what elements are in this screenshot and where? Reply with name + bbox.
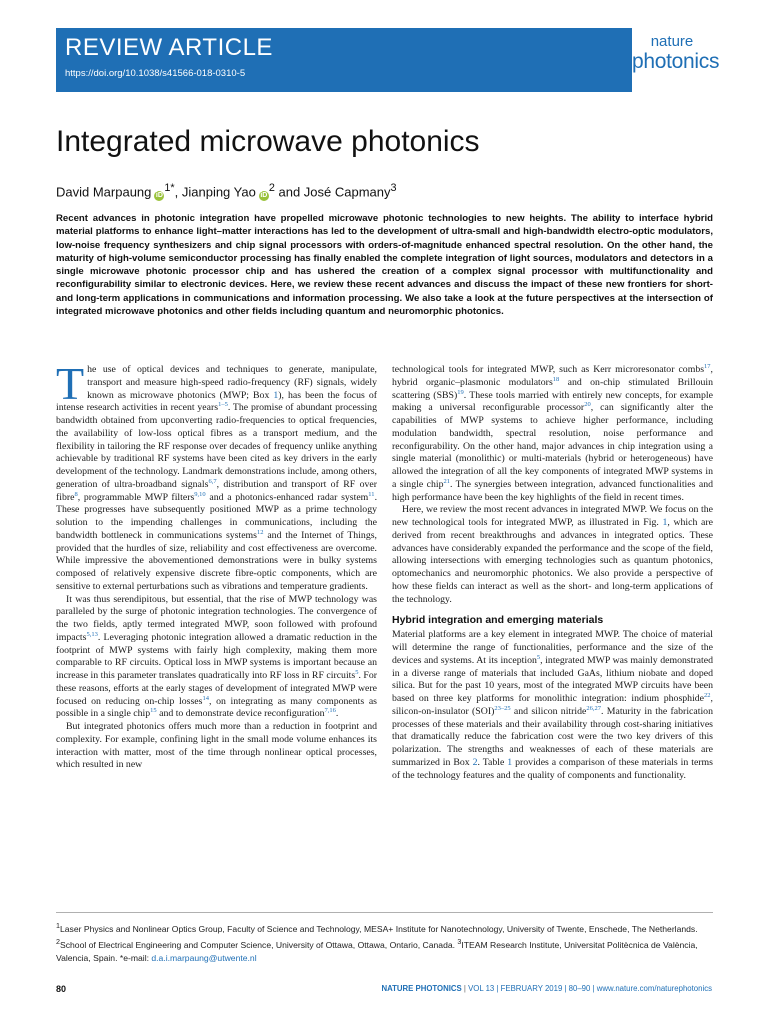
article-banner <box>56 28 720 92</box>
affiliation-text: School of Electrical Engineering and Computer Science, University of Ottawa, Ottawa, Ontario, Canada. <box>59 939 458 950</box>
doi-link[interactable]: https://doi.org/10.1038/s41566-018-0310-5 <box>65 68 246 79</box>
box-link[interactable]: 1 <box>273 389 279 401</box>
text-run: , distribution and transport of RF over fibre <box>56 478 377 503</box>
body-paragraph: But integrated photonics offers much more than a reduction in footprint and complexity. For example, confining light in the small mode volume enhances its interaction with matter, most of the time through nonlinear optical processes, which resulted in new <box>56 721 377 771</box>
body-paragraph <box>56 358 378 594</box>
reference-link[interactable]: 5 <box>355 669 359 676</box>
affiliation-mark: 3 <box>457 937 462 946</box>
text-run: , integrated MWP was mainly demonstrated in a diverse range of materials that included GaAs, lithium niobate and doped silica. But for the past 10 years, most of the integrated MWP circuits have been based on three key platforms for monolithic integration: indium phosphide <box>392 654 713 704</box>
reference-link[interactable]: 22 <box>704 692 711 699</box>
text-run: and to demonstrate device reconfiguration <box>156 708 325 720</box>
text-run: . <box>335 708 339 720</box>
text-run: and on-chip stimulated Brillouin scattering (SBS) <box>392 376 713 401</box>
footer-separator: | <box>461 984 469 993</box>
text-run: provides a comparison of these materials in terms of the technology features and the quality of components and functionality. <box>392 756 713 781</box>
text-run: . For these reasons, efforts at the early stages of development of integrated MWP were focused on reducing on-chip losses <box>56 670 377 707</box>
footnote-divider <box>56 912 713 913</box>
footer-issue: VOL 13 | FEBRUARY 2019 | 80–90 | <box>468 984 597 993</box>
text-run: , can significantly alter the capabilities of MWP systems to achieve higher performance, including modulation bandwidth, spectral resolution, noise performance and reconfigurability. On the other hand, major advances in chip integration using a single material (monolithic) or multi-materials (hybrid or heterogeneous) have allowed the integration of all the key components of integrated MWP systems in a single chip <box>392 402 713 490</box>
author-name[interactable]: David Marpaung <box>56 184 152 200</box>
affiliation-mark: 1* <box>164 182 175 194</box>
reference-link[interactable]: 11 <box>368 490 375 498</box>
text-run: . The promise of abundant processing bandwidth obtained from upconverting radio-frequencies to optical frequencies, the availability of low-loss optical fibres as a transport medium, and the flexibility in tailoring the RF response over decades of frequency unlike anything achievable by traditional RF systems have been cited as key drivers in the early development of the technology. Landmark demonstrations include, among others, generation of ultra-broadband signals <box>56 402 377 490</box>
text-run: . Maturity in the fabrication processes of these materials and their availability through cost-sharing initiatives that dramatically reduce the fabrication cost were the two key drivers of this polarization. The strengths and weaknesses of each of these materials are summarized in Box <box>392 705 713 768</box>
article-type: REVIEW ARTICLE <box>65 34 273 61</box>
text-run: . These tools married with entirely new concepts, for example making a universal reconfigurable processor <box>392 389 713 414</box>
footer-journal-name: NATURE PHOTONICS <box>381 984 462 993</box>
text-run: technological tools for integrated MWP, such as Kerr microresonator combs <box>392 364 705 375</box>
affiliation-text: ITEAM Research Institute, Universitat Politècnica de València, Valencia, Spain. *e-mail: <box>56 939 698 963</box>
reference-link[interactable]: 9,10 <box>194 490 206 498</box>
text-run: It was thus serendipitous, but essential, that the rise of MWP technology was paralleled by the surge of photonic integration technologies. The convergence of the two fields, aptly termed integrated MWP, soon followed with profound impacts <box>56 593 377 643</box>
author-name[interactable]: and José Capmany <box>274 184 391 200</box>
author-name[interactable]: , Jianping Yao <box>174 184 256 200</box>
text-run: , which are derived from recent breakthroughs and advances in integrated optics. These advances have considerably expanded the performance and the scope of the field, allowing intersections with emerging technologies such as quantum photonics, optomechanics and neuromorphic photonics. We also provide a perspective of how these fields can interact as well as the short- and long-term applications of the technology. <box>392 517 714 605</box>
text-run: , programmable MWP filters <box>77 491 195 503</box>
email-link[interactable]: d.a.i.marpaung@utwente.nl <box>151 952 257 963</box>
text-run: Here, we review the most recent advances in integrated MWP. We focus on the new technological tools for integrated MWP, as illustrated in Fig. <box>392 504 713 528</box>
reference-link[interactable]: 20 <box>584 401 591 409</box>
table-link[interactable]: 1 <box>507 756 513 768</box>
section-heading: Hybrid integration and emerging materials <box>392 614 604 627</box>
journal-logo-line2: photonics <box>632 50 720 73</box>
journal-url-link[interactable]: www.nature.com/naturephotonics <box>596 984 712 993</box>
reference-link[interactable]: 21 <box>443 477 450 485</box>
affiliations-footnote <box>56 920 713 965</box>
reference-link[interactable]: 23–25 <box>494 704 511 712</box>
reference-link[interactable]: 5,13 <box>86 630 98 638</box>
reference-link[interactable]: 15 <box>150 707 157 715</box>
article-title: Integrated microwave photonics <box>56 125 480 158</box>
reference-link[interactable]: 12 <box>256 528 264 536</box>
text-run: . The synergies between integration, advanced functionalities and high performance have been the key highlights of the field in recent times. <box>392 478 714 503</box>
text-run: and a photonics-enhanced radar system <box>205 491 369 503</box>
affiliation-mark: 2 <box>56 937 60 946</box>
text-run: . These progresses have subsequently positioned MWP as a prime technology solution to the impending challenges in communications, including the bandwidth bottleneck in communications systems <box>56 491 378 541</box>
text-run: he use of optical devices and techniques to generate, manipulate, transport and measure high-speed radio-frequency (RF) signals, widely known as microwave photonics (MWP; Box <box>87 364 377 401</box>
text-run: . Leveraging photonic integration allowed a dramatic reduction in the footprint of MWP systems with fairly high complexity, making them more comparable to RF circuits. Optical loss in MWP systems is important because an increase in this parameter translates quadratically into RF loss in RF circuits <box>56 631 377 681</box>
abstract: Recent advances in photonic integration have propelled microwave photonic technologies to new heights. The ability to interface hybrid material platforms to enhance light–matter interactions has led to the development of ultra-small and high-bandwidth electro-optic modulators, low-noise frequency synthesizers and chip signal processors with orders-of-magnitude enhanced spectral resolution. On the other hand, the maturity of high-volume semiconductor processing has finally enabled the complete integration of light sources, modulators and detectors in a single microwave photonic processor chip and has ushered the creation of a complex signal processor with multifunctionality and reconfigurability similar to electronic devices. Here, we review these recent advances and discuss the impact of these new frontiers for short- and long-term applications in communications and information processing. We also take a look at the future perspectives at the intersection of integrated microwave photonics and other fields including quantum and neuromorphic photonics. <box>56 213 713 318</box>
affiliation-text: Laser Physics and Nonlinear Optics Group, Faculty of Science and Technology, MESA+ Institute for Nanotechnology, University of Twente, Enschede, The Netherlands. <box>59 923 698 934</box>
page-number: 80 <box>56 984 67 994</box>
reference-link[interactable]: 5 <box>536 653 541 661</box>
body-paragraph <box>56 594 377 722</box>
affiliation-mark: 1 <box>56 922 60 930</box>
author-list <box>56 179 716 201</box>
orcid-icon[interactable]: iD <box>155 192 163 200</box>
body-paragraph <box>392 629 713 782</box>
reference-link[interactable]: 1–5 <box>218 401 228 409</box>
body-column-right <box>392 364 713 782</box>
text-run: . Table <box>477 756 508 768</box>
text-run: and silicon nitride <box>510 705 587 717</box>
drop-cap: T <box>56 358 85 409</box>
text-run: ), has been the focus of intense research activities in recent years <box>56 389 377 414</box>
text-run: , hybrid organic–plasmonic modulators <box>392 364 713 388</box>
body-paragraph <box>392 504 713 606</box>
box-link[interactable]: 2 <box>472 756 478 768</box>
body-column-left <box>56 358 378 772</box>
text-run: , on integrating as many components as possible in a single chip <box>56 695 377 720</box>
footer-citation <box>381 984 712 993</box>
figure-link[interactable]: 1 <box>662 517 668 528</box>
reference-link[interactable]: 19 <box>457 388 464 396</box>
body-paragraph <box>392 364 713 504</box>
journal-logo <box>632 28 720 92</box>
reference-link[interactable]: 17 <box>704 363 711 370</box>
reference-link[interactable]: 18 <box>552 375 560 383</box>
reference-link[interactable]: 7,16 <box>324 707 336 715</box>
affiliation-mark: 3 <box>390 182 397 194</box>
affiliation-mark: 2 <box>268 182 275 194</box>
reference-link[interactable]: 26,27 <box>586 704 601 712</box>
orcid-icon[interactable]: iD <box>260 192 268 200</box>
text-run: and the Internet of Things, provided that the hurdles of size, reliability and cost effectiveness are overcome. While impressive the abovementioned demonstrations were in bulky systems composed of relatively expensive discrete fibre-optic components, which are sensitive to external perturbations such as vibrations and temperature gradients. <box>56 529 377 592</box>
text-run: , silicon-on-insulator (SOI) <box>392 693 713 717</box>
reference-link[interactable]: 6,7 <box>208 477 217 485</box>
journal-logo-line1: nature <box>650 33 694 50</box>
reference-link[interactable]: 8 <box>74 490 78 498</box>
text-run: Material platforms are a key element in integrated MWP. The choice of material will determine the range of functionalities, performance and the size of the devices and systems. At its inception <box>392 629 713 666</box>
reference-link[interactable]: 14 <box>202 694 209 702</box>
